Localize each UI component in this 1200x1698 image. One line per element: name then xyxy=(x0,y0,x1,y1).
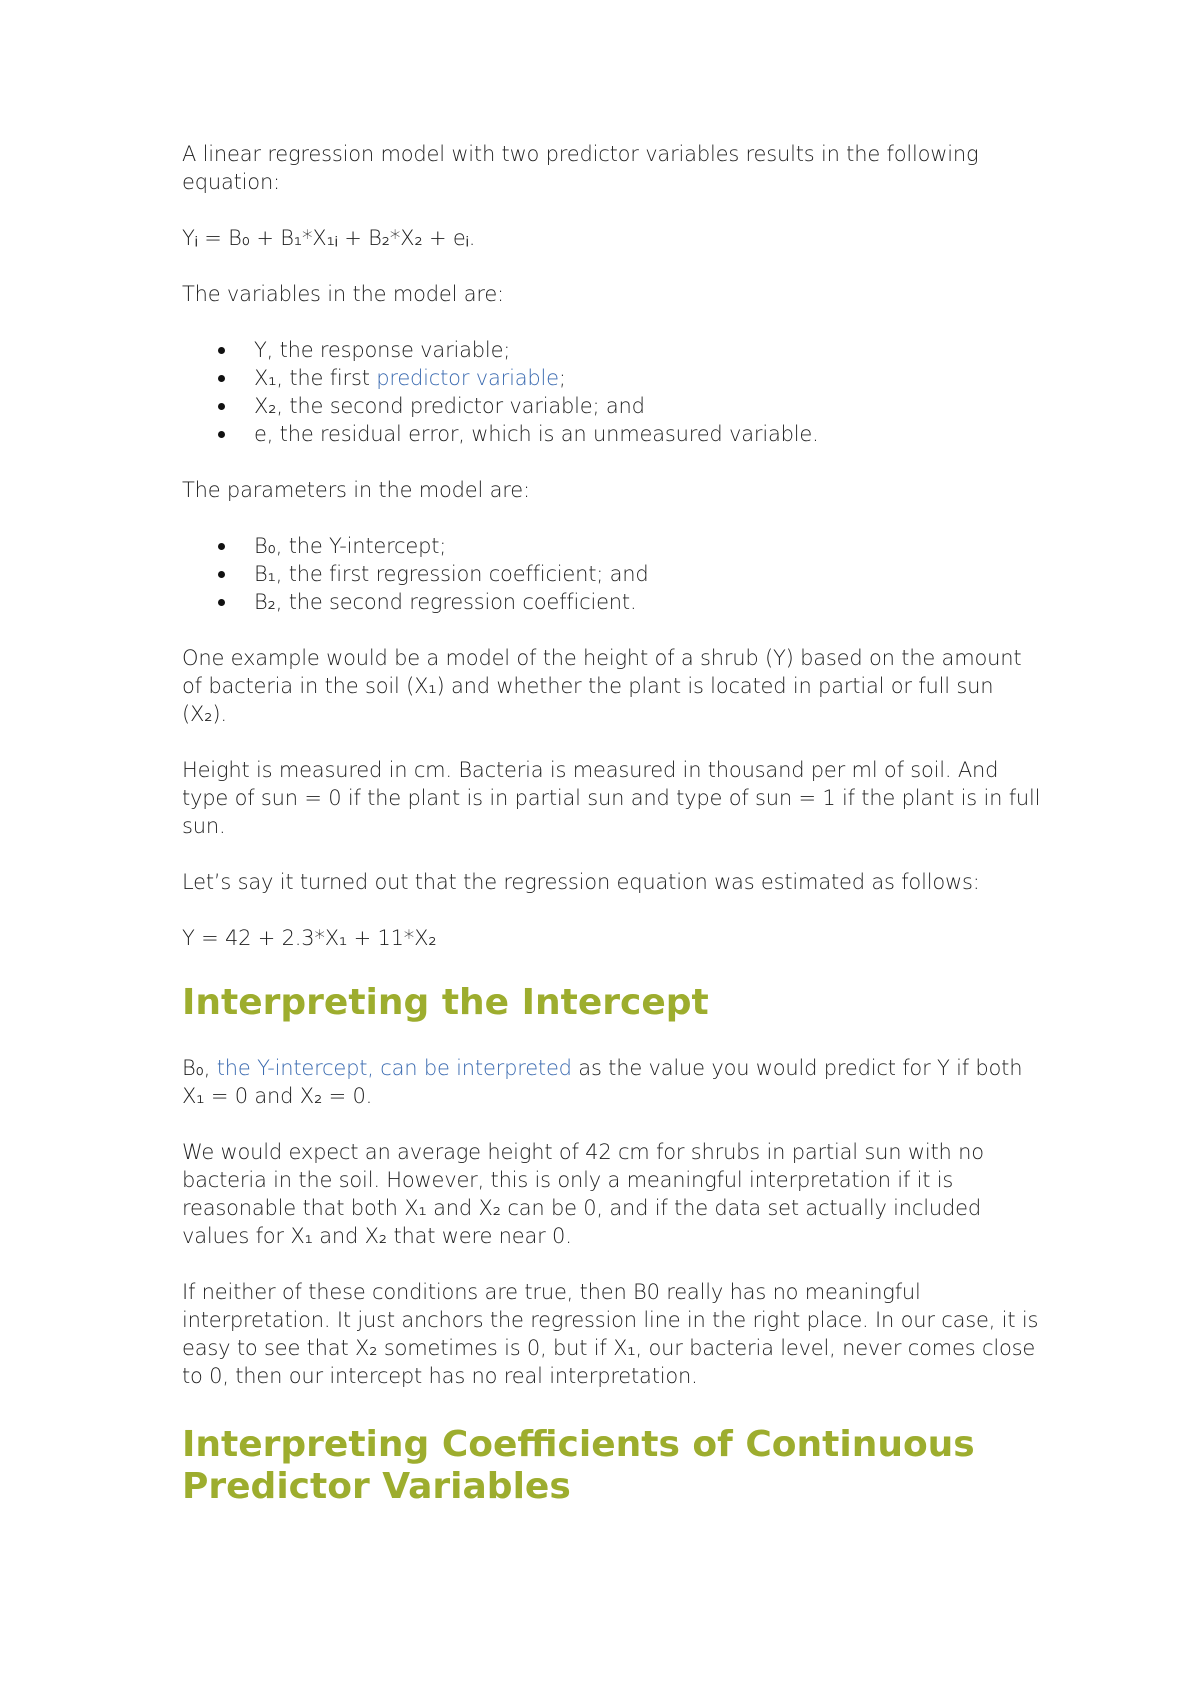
y-intercept-link[interactable]: the Y-intercept, can be interpreted xyxy=(216,1056,572,1080)
list-item: X₂, the second predictor variable; and xyxy=(254,392,1042,420)
parameters-intro: The parameters in the model are: xyxy=(182,478,530,502)
intercept-paragraph-2: We would expect an average height of 42 cm for shrubs in partial sun with no bacteria in the soil. However, this is only a meaningful interpretation if it is reasonable that both X₁ and X₂ can be 0, and if the data set actually included values for X₁ and X₂ that were near 0. xyxy=(182,1140,984,1248)
example-paragraph: One example would be a model of the height of a shrub (Y) based on the amount of bacteria in the soil (X₁) and whether the plant is located in partial or full sun (X₂). xyxy=(182,646,1022,726)
intercept-paragraph-3: If neither of these conditions are true, then B0 really has no meaningful interpretation. It just anchors the regression line in the right place. In our case, it is easy to see that X₂ sometimes is 0, but if X₁, our bacteria level, never comes close to 0, then our intercept has no real interpretation. xyxy=(182,1280,1039,1388)
intro-paragraph: A linear regression model with two predictor variables results in the following equation: xyxy=(182,142,979,194)
list-item: e, the residual error, which is an unmeasured variable. xyxy=(254,420,1042,448)
heading-coefficients: Interpreting Coefficients of Continuous Predictor Variables xyxy=(182,1424,975,1507)
document-page xyxy=(182,140,1042,1538)
model-equation: Yᵢ = B₀ + B₁*X₁ᵢ + B₂*X₂ + eᵢ. xyxy=(182,226,476,250)
list-item: B₁, the first regression coefficient; and xyxy=(254,560,1042,588)
estimated-paragraph: Let’s say it turned out that the regression equation was estimated as follows: xyxy=(182,870,980,894)
variables-list xyxy=(182,336,1042,448)
parameters-list xyxy=(182,532,1042,616)
variables-intro: The variables in the model are: xyxy=(182,282,504,306)
units-paragraph: Height is measured in cm. Bacteria is measured in thousand per ml of soil. And type of sun = 0 if the plant is in partial sun and type of sun = 1 if the plant is in full sun. xyxy=(182,758,1041,838)
list-item-text: X₁, the first xyxy=(254,366,377,390)
list-item xyxy=(254,364,1042,392)
list-item: Y, the response variable; xyxy=(254,336,1042,364)
estimated-equation: Y = 42 + 2.3*X₁ + 11*X₂ xyxy=(182,926,437,950)
list-item: B₂, the second regression coefficient. xyxy=(254,588,1042,616)
paragraph-text: B₀, xyxy=(182,1056,217,1080)
list-item-text: ; xyxy=(558,366,566,390)
intercept-paragraph-1 xyxy=(182,1054,1042,1110)
list-item: B₀, the Y-intercept; xyxy=(254,532,1042,560)
paragraph-text: as the value you would predict for Y if both X₁ = 0 and X₂ = 0. xyxy=(182,1056,1023,1108)
predictor-variable-link[interactable]: predictor variable xyxy=(376,366,559,390)
heading-intercept: Interpreting the Intercept xyxy=(182,982,709,1023)
